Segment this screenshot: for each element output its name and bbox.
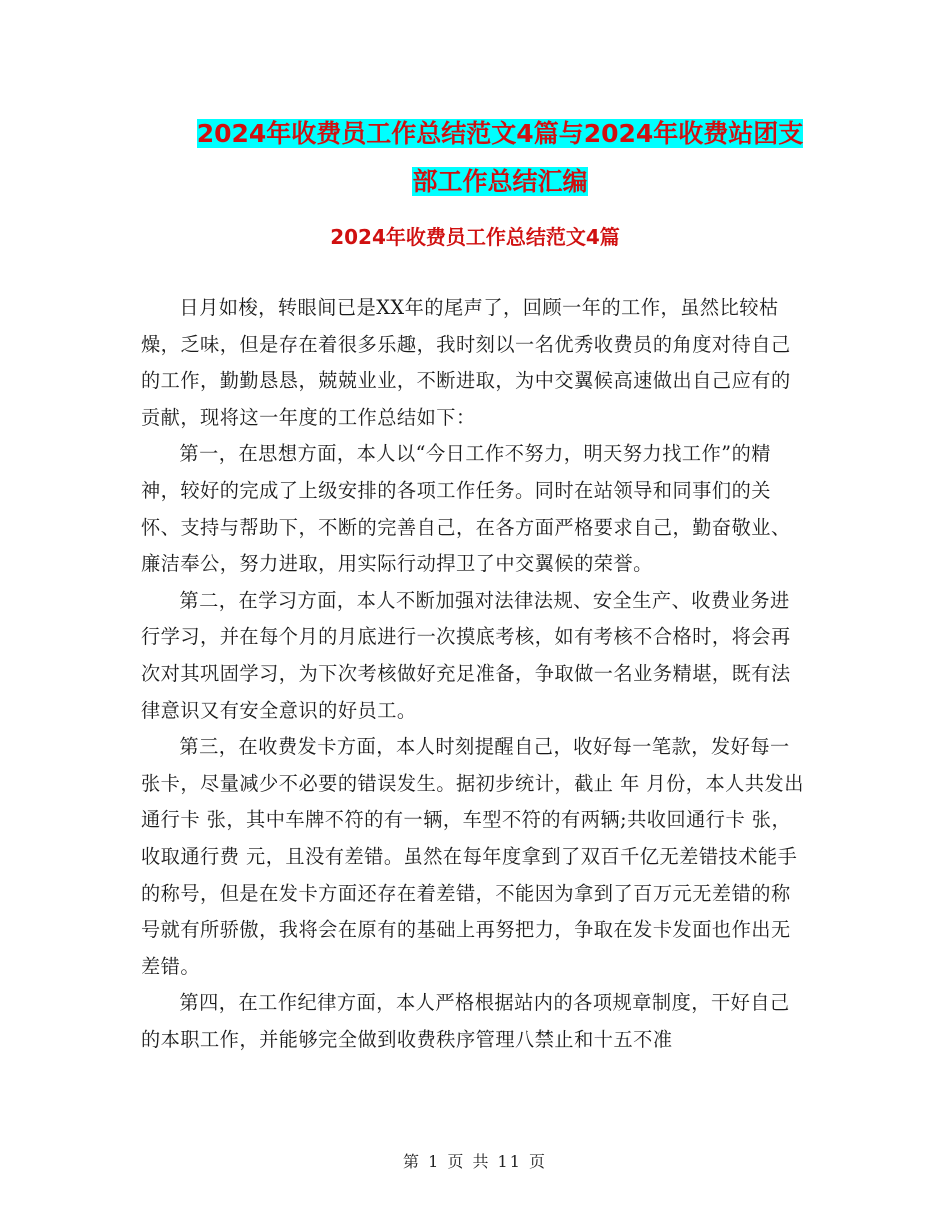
paragraph-second: 第二，在学习方面，本人不断加强对法律法规、安全生产、收费业务进行学习，并在每个月的月底进行一次摸底考核，如有考核不合格时，将会再次对其巩固学习，为下次考核做好充足准备，争取做一名业务精堪，既有法律意识又有安全意识的好员工。 bbox=[141, 588, 791, 722]
paragraph-fourth: 第四，在工作纪律方面，本人严格根据站内的各项规章制度，干好自己的本职工作，并能够完全做到收费秩序管理八禁止和十五不准 bbox=[141, 991, 790, 1051]
paragraph-third: 第三，在收费发卡方面，本人时刻提醒自己，收好每一笔款，发好每一张卡，尽量减少不必要的错误发生。据初步统计，截止 年 月份，本人共发出通行卡 张，其中车牌不符的有一辆，车型不符的有两辆;共收回通行卡 张，收取通行费 元，且没有差错。虽然在每年度拿到了双百千亿无差错技术能手的称号，但是在发卡方面还存在着差错，不能因为拿到了百万元无差错的称号就有所骄傲，我将会在原有的基础上再努把力，争取在发卡发面也作出无差错。 bbox=[141, 735, 804, 978]
document-title-line-2: 部工作总结汇编 bbox=[412, 167, 588, 196]
page-footer: 第 1 页 共 11 页 bbox=[403, 1152, 547, 1171]
section-heading: 2024年收费员工作总结范文4篇 bbox=[330, 225, 620, 249]
paragraph-intro: 日月如梭，转眼间已是XX年的尾声了，回顾一年的工作，虽然比较枯燥，乏味，但是存在着很多乐趣，我时刻以一名优秀收费员的角度对待自己的工作，勤勤恳恳，兢兢业业，不断进取，为中交翼候高速做出自己应有的贡献，现将这一年度的工作总结如下： bbox=[141, 296, 791, 429]
document-title-line-1: 2024年收费员工作总结范文4篇与2024年收费站团支 bbox=[196, 119, 804, 148]
document-title bbox=[120, 110, 880, 206]
paragraph-first: 第一，在思想方面，本人以“今日工作不努力，明天努力找工作”的精神，较好的完成了上级安排的各项工作任务。同时在站领导和同事们的关怀、支持与帮助下，不断的完善自己，在各方面严格要求自己，勤奋敬业、廉洁奉公，努力进取，用实际行动捍卫了中交翼候的荣誉。 bbox=[141, 442, 791, 576]
body-text bbox=[141, 290, 806, 1058]
